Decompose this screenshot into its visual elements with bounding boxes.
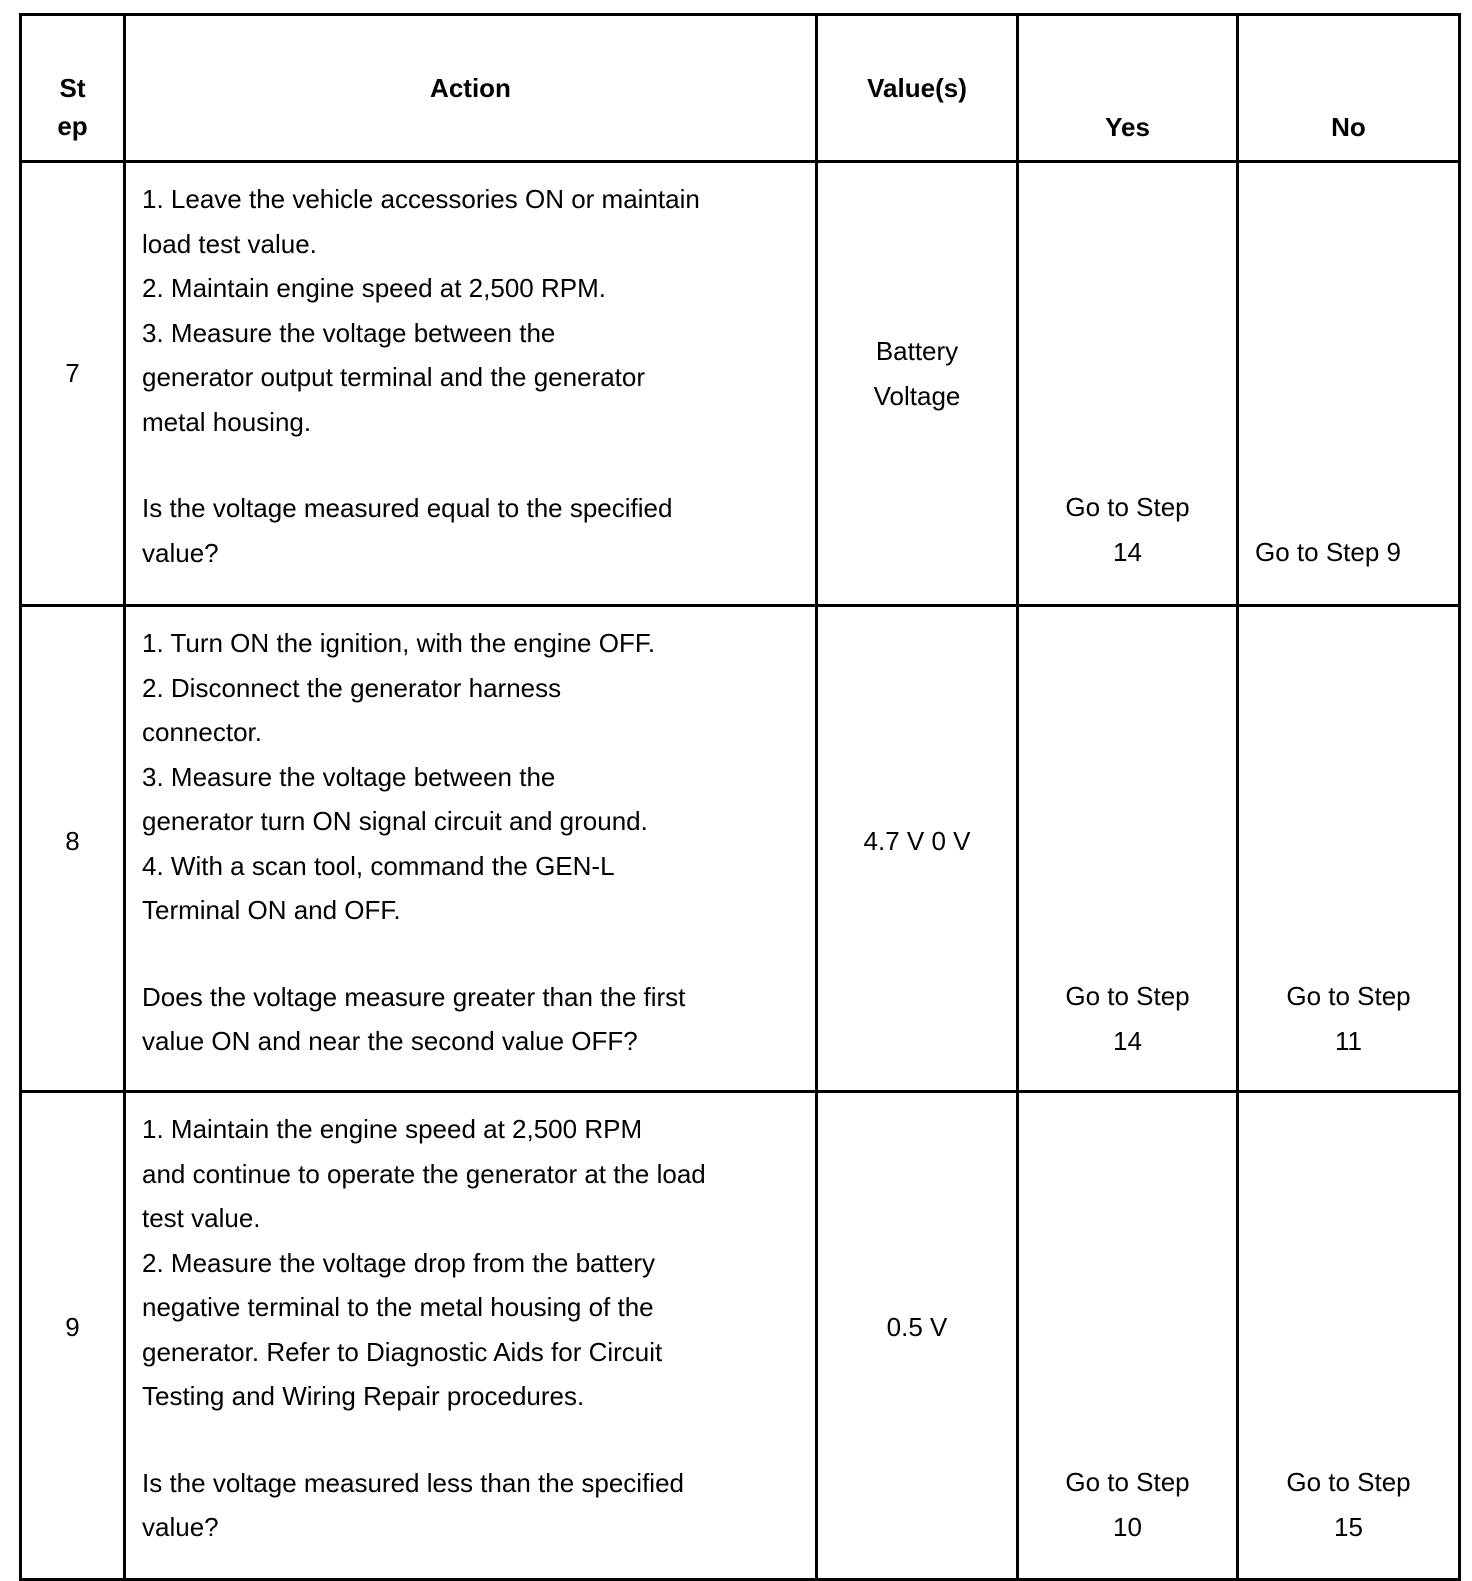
action-line: 1. Turn ON the ignition, with the engine OFF. <box>142 628 656 658</box>
header-row <box>21 15 1460 162</box>
yes-line: Go to Step <box>1065 981 1190 1011</box>
action-line: generator. Refer to Diagnostic Aids for Circuit <box>142 1336 663 1367</box>
no-line: 11 <box>1335 1025 1362 1056</box>
step-number: 9 <box>65 1312 80 1342</box>
action-line: connector. <box>142 717 262 747</box>
question-line: value ON and near the second value OFF? <box>142 1026 638 1056</box>
no-line: Go to Step <box>1286 1467 1411 1497</box>
question-line: Does the voltage measure greater than the first <box>142 981 686 1012</box>
diagnostic-table <box>19 13 1461 1581</box>
step-cell <box>21 1092 125 1580</box>
value-line: Voltage <box>873 380 961 411</box>
yes-line: 14 <box>1113 536 1142 567</box>
action-line: negative terminal to the metal housing of the <box>142 1292 654 1322</box>
yes-line: Go to Step <box>1065 492 1190 522</box>
action-line: test value. <box>142 1203 261 1233</box>
header-no: No <box>1238 15 1460 162</box>
header-yes: Yes <box>1018 15 1238 162</box>
action-line: 2. Measure the voltage drop from the battery <box>142 1247 656 1278</box>
value-cell <box>817 606 1018 1092</box>
value-line: 0.5 V <box>886 1312 948 1342</box>
header-step-line-2: ep <box>57 111 88 141</box>
value-line: 4.7 V 0 V <box>863 826 971 856</box>
yes-line: 14 <box>1113 1025 1142 1056</box>
no-line: Go to Step 9 <box>1255 537 1401 567</box>
no-cell <box>1238 606 1460 1092</box>
step-cell <box>21 162 125 606</box>
action-line: 4. With a scan tool, command the GEN-L <box>142 850 615 881</box>
action-cell <box>125 162 817 606</box>
action-line: 3. Measure the voltage between the <box>142 761 556 792</box>
question-line: Is the voltage measured less than the specified <box>142 1467 684 1498</box>
value-cell <box>817 1092 1018 1580</box>
step-cell <box>21 606 125 1092</box>
yes-line: Go to Step <box>1065 1467 1190 1497</box>
no-cell <box>1238 162 1460 606</box>
no-line: Go to Step <box>1286 981 1411 1011</box>
action-line: 2. Maintain engine speed at 2,500 RPM. <box>142 273 606 303</box>
action-line: 3. Measure the voltage between the <box>142 317 556 348</box>
yes-line: 10 <box>1113 1511 1142 1542</box>
action-line: and continue to operate the generator at the load <box>142 1158 706 1189</box>
no-cell <box>1238 1092 1460 1580</box>
yes-cell <box>1018 606 1238 1092</box>
step-number: 8 <box>65 826 80 856</box>
header-step-line-1: St <box>59 73 86 103</box>
step-number: 7 <box>65 358 80 388</box>
table-row <box>21 162 1460 606</box>
question-line: Is the voltage measured equal to the specified <box>142 493 673 523</box>
table-row <box>21 1092 1460 1580</box>
header-action: Action <box>125 15 817 162</box>
table-row <box>21 606 1460 1092</box>
yes-cell <box>1018 162 1238 606</box>
action-line: generator turn ON signal circuit and ground. <box>142 806 648 836</box>
action-line: metal housing. <box>142 406 312 437</box>
action-line: 2. Disconnect the generator harness <box>142 672 562 703</box>
action-line: Terminal ON and OFF. <box>142 895 401 925</box>
action-line: 1. Maintain the engine speed at 2,500 RPM <box>142 1114 643 1144</box>
value-line: Battery <box>875 336 959 366</box>
header-values: Value(s) <box>817 15 1018 162</box>
action-line: load test value. <box>142 228 317 259</box>
header-step <box>21 15 125 162</box>
question-line: value? <box>142 1512 219 1542</box>
action-line: 1. Leave the vehicle accessories ON or maintain <box>142 184 700 214</box>
no-line: 15 <box>1334 1511 1363 1542</box>
question-line: value? <box>142 537 219 568</box>
value-cell <box>817 162 1018 606</box>
action-cell <box>125 1092 817 1580</box>
action-line: generator output terminal and the generator <box>142 362 646 392</box>
action-line: Testing and Wiring Repair procedures. <box>142 1381 585 1411</box>
yes-cell <box>1018 1092 1238 1580</box>
action-cell <box>125 606 817 1092</box>
